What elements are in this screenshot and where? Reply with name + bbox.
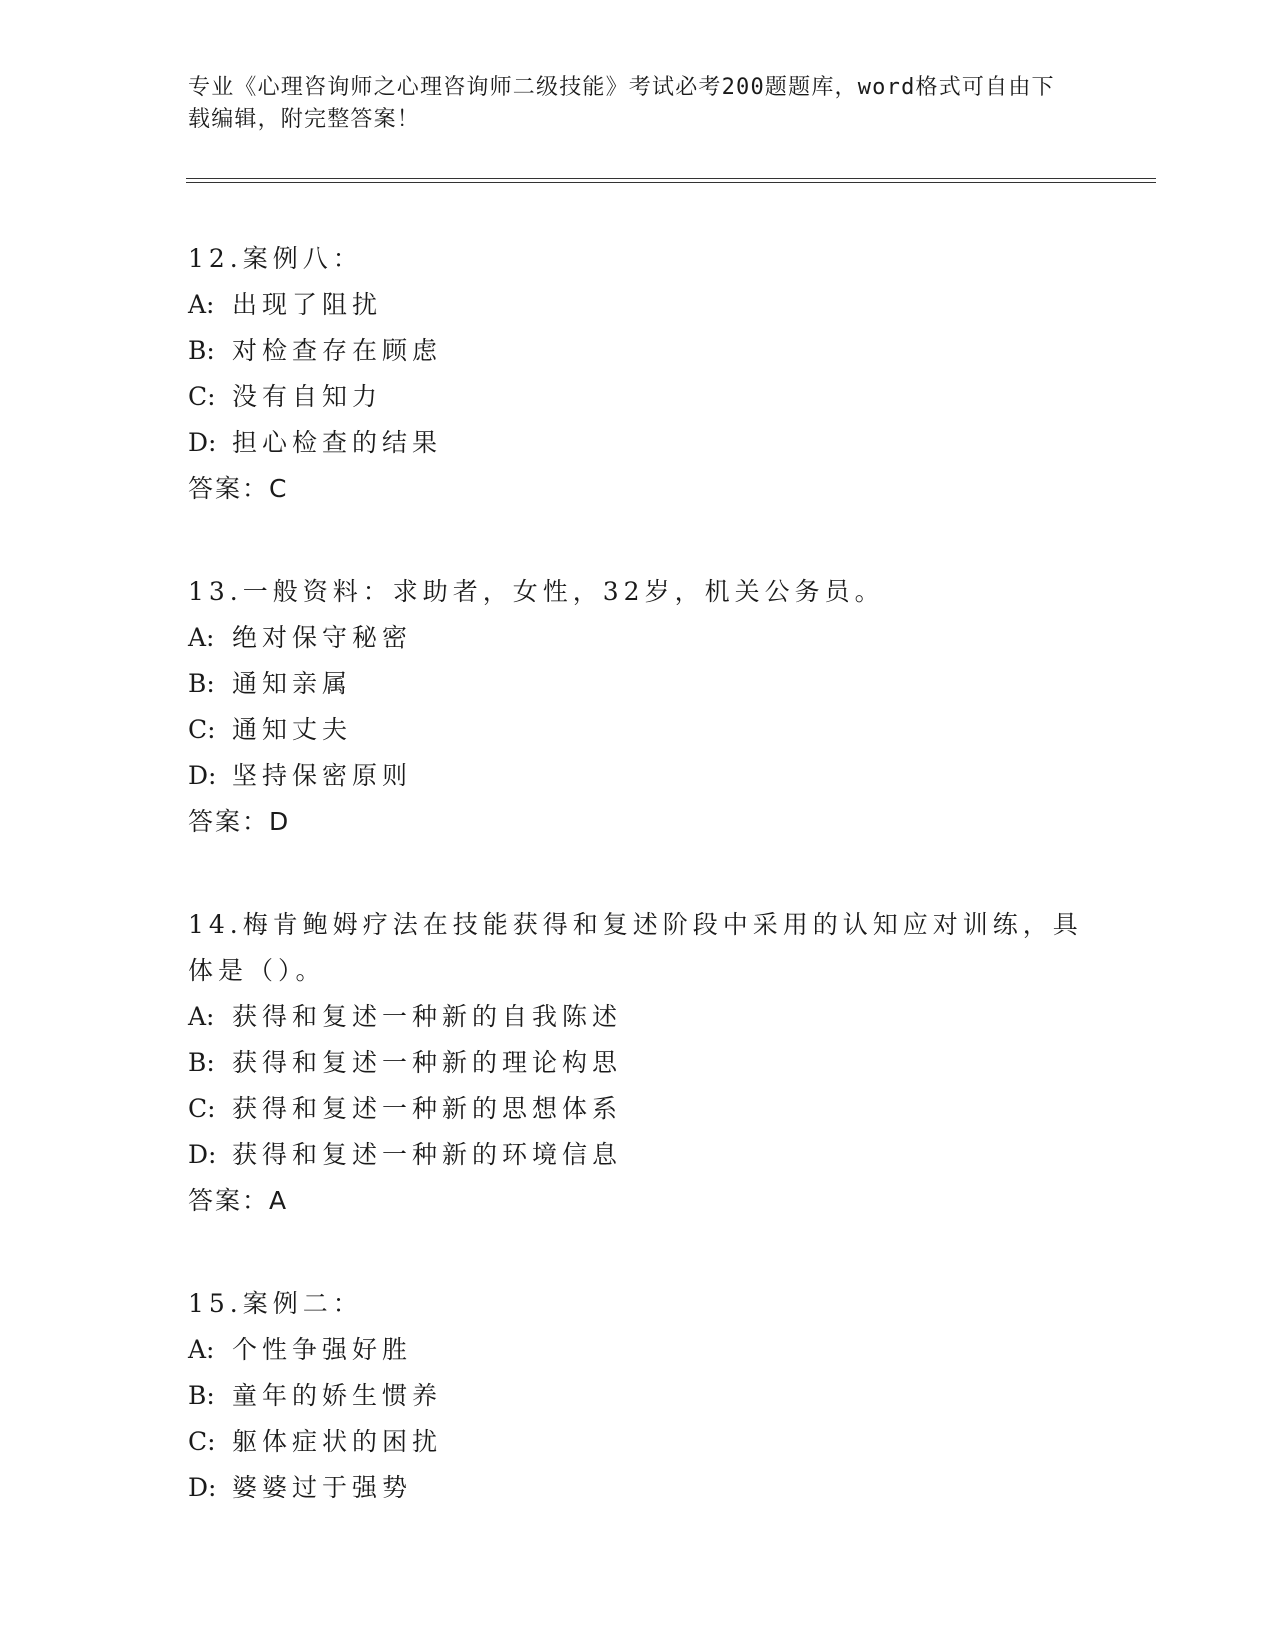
option-b <box>188 1040 1088 1086</box>
option-text: 没有自知力 <box>232 382 383 411</box>
option-c <box>188 374 1088 420</box>
option-text: 婆婆过于强势 <box>232 1473 413 1502</box>
option-text: 获得和复述一种新的理论构思 <box>232 1048 623 1077</box>
option-b <box>188 1373 1088 1419</box>
option-letter: B: <box>188 1381 215 1410</box>
question-stem: 14.梅肯鲍姆疗法在技能获得和复述阶段中采用的认知应对训练，具体是（）。 <box>188 910 1083 985</box>
answer-line: 答案：A <box>188 1186 289 1215</box>
option-text: 对检查存在顾虑 <box>232 336 443 365</box>
option-b <box>188 661 1088 707</box>
option-text: 通知丈夫 <box>232 715 353 744</box>
option-d <box>188 420 1088 466</box>
question-15 <box>188 1281 1088 1511</box>
option-c <box>188 1419 1088 1465</box>
question-13 <box>188 569 1088 845</box>
option-letter: A: <box>188 1335 215 1364</box>
option-c <box>188 1086 1088 1132</box>
option-text: 躯体症状的困扰 <box>232 1427 443 1456</box>
question-list <box>188 236 1088 1568</box>
answer-line: 答案：D <box>188 807 291 836</box>
option-text: 坚持保密原则 <box>232 761 413 790</box>
option-letter: B: <box>188 336 215 365</box>
option-letter: D: <box>188 761 217 790</box>
option-a <box>188 1327 1088 1373</box>
option-letter: B: <box>188 1048 215 1077</box>
option-a <box>188 282 1088 328</box>
option-text: 出现了阻扰 <box>232 290 383 319</box>
option-text: 获得和复述一种新的思想体系 <box>232 1094 623 1123</box>
option-letter: B: <box>188 669 215 698</box>
option-d <box>188 753 1088 799</box>
header-divider-bottom <box>186 182 1156 183</box>
option-a <box>188 615 1088 661</box>
option-d <box>188 1465 1088 1511</box>
document-header: 专业《心理咨询师之心理咨询师二级技能》考试必考200题题库，word格式可自由下载编辑，附完整答案！ <box>188 75 1055 132</box>
option-letter: D: <box>188 1140 217 1169</box>
option-letter: C: <box>188 382 216 411</box>
option-text: 童年的娇生惯养 <box>232 1381 443 1410</box>
option-letter: A: <box>188 623 215 652</box>
answer-line: 答案：C <box>188 474 289 503</box>
question-stem: 15.案例二： <box>188 1289 363 1318</box>
option-letter: D: <box>188 1473 217 1502</box>
option-letter: A: <box>188 290 215 319</box>
option-d <box>188 1132 1088 1178</box>
question-12 <box>188 236 1088 512</box>
option-b <box>188 328 1088 374</box>
option-letter: C: <box>188 1427 216 1456</box>
option-c <box>188 707 1088 753</box>
option-text: 个性争强好胜 <box>232 1335 413 1364</box>
question-14 <box>188 902 1088 1224</box>
question-stem: 13.一般资料：求助者，女性，32岁，机关公务员。 <box>188 577 885 606</box>
option-letter: C: <box>188 1094 216 1123</box>
option-text: 获得和复述一种新的自我陈述 <box>232 1002 623 1031</box>
option-a <box>188 994 1088 1040</box>
option-letter: A: <box>188 1002 215 1031</box>
option-text: 担心检查的结果 <box>232 428 443 457</box>
option-text: 通知亲属 <box>232 669 353 698</box>
option-text: 获得和复述一种新的环境信息 <box>232 1140 623 1169</box>
header-divider-top <box>186 178 1156 179</box>
option-letter: D: <box>188 428 217 457</box>
option-text: 绝对保守秘密 <box>232 623 413 652</box>
question-stem: 12.案例八： <box>188 244 363 273</box>
option-letter: C: <box>188 715 216 744</box>
